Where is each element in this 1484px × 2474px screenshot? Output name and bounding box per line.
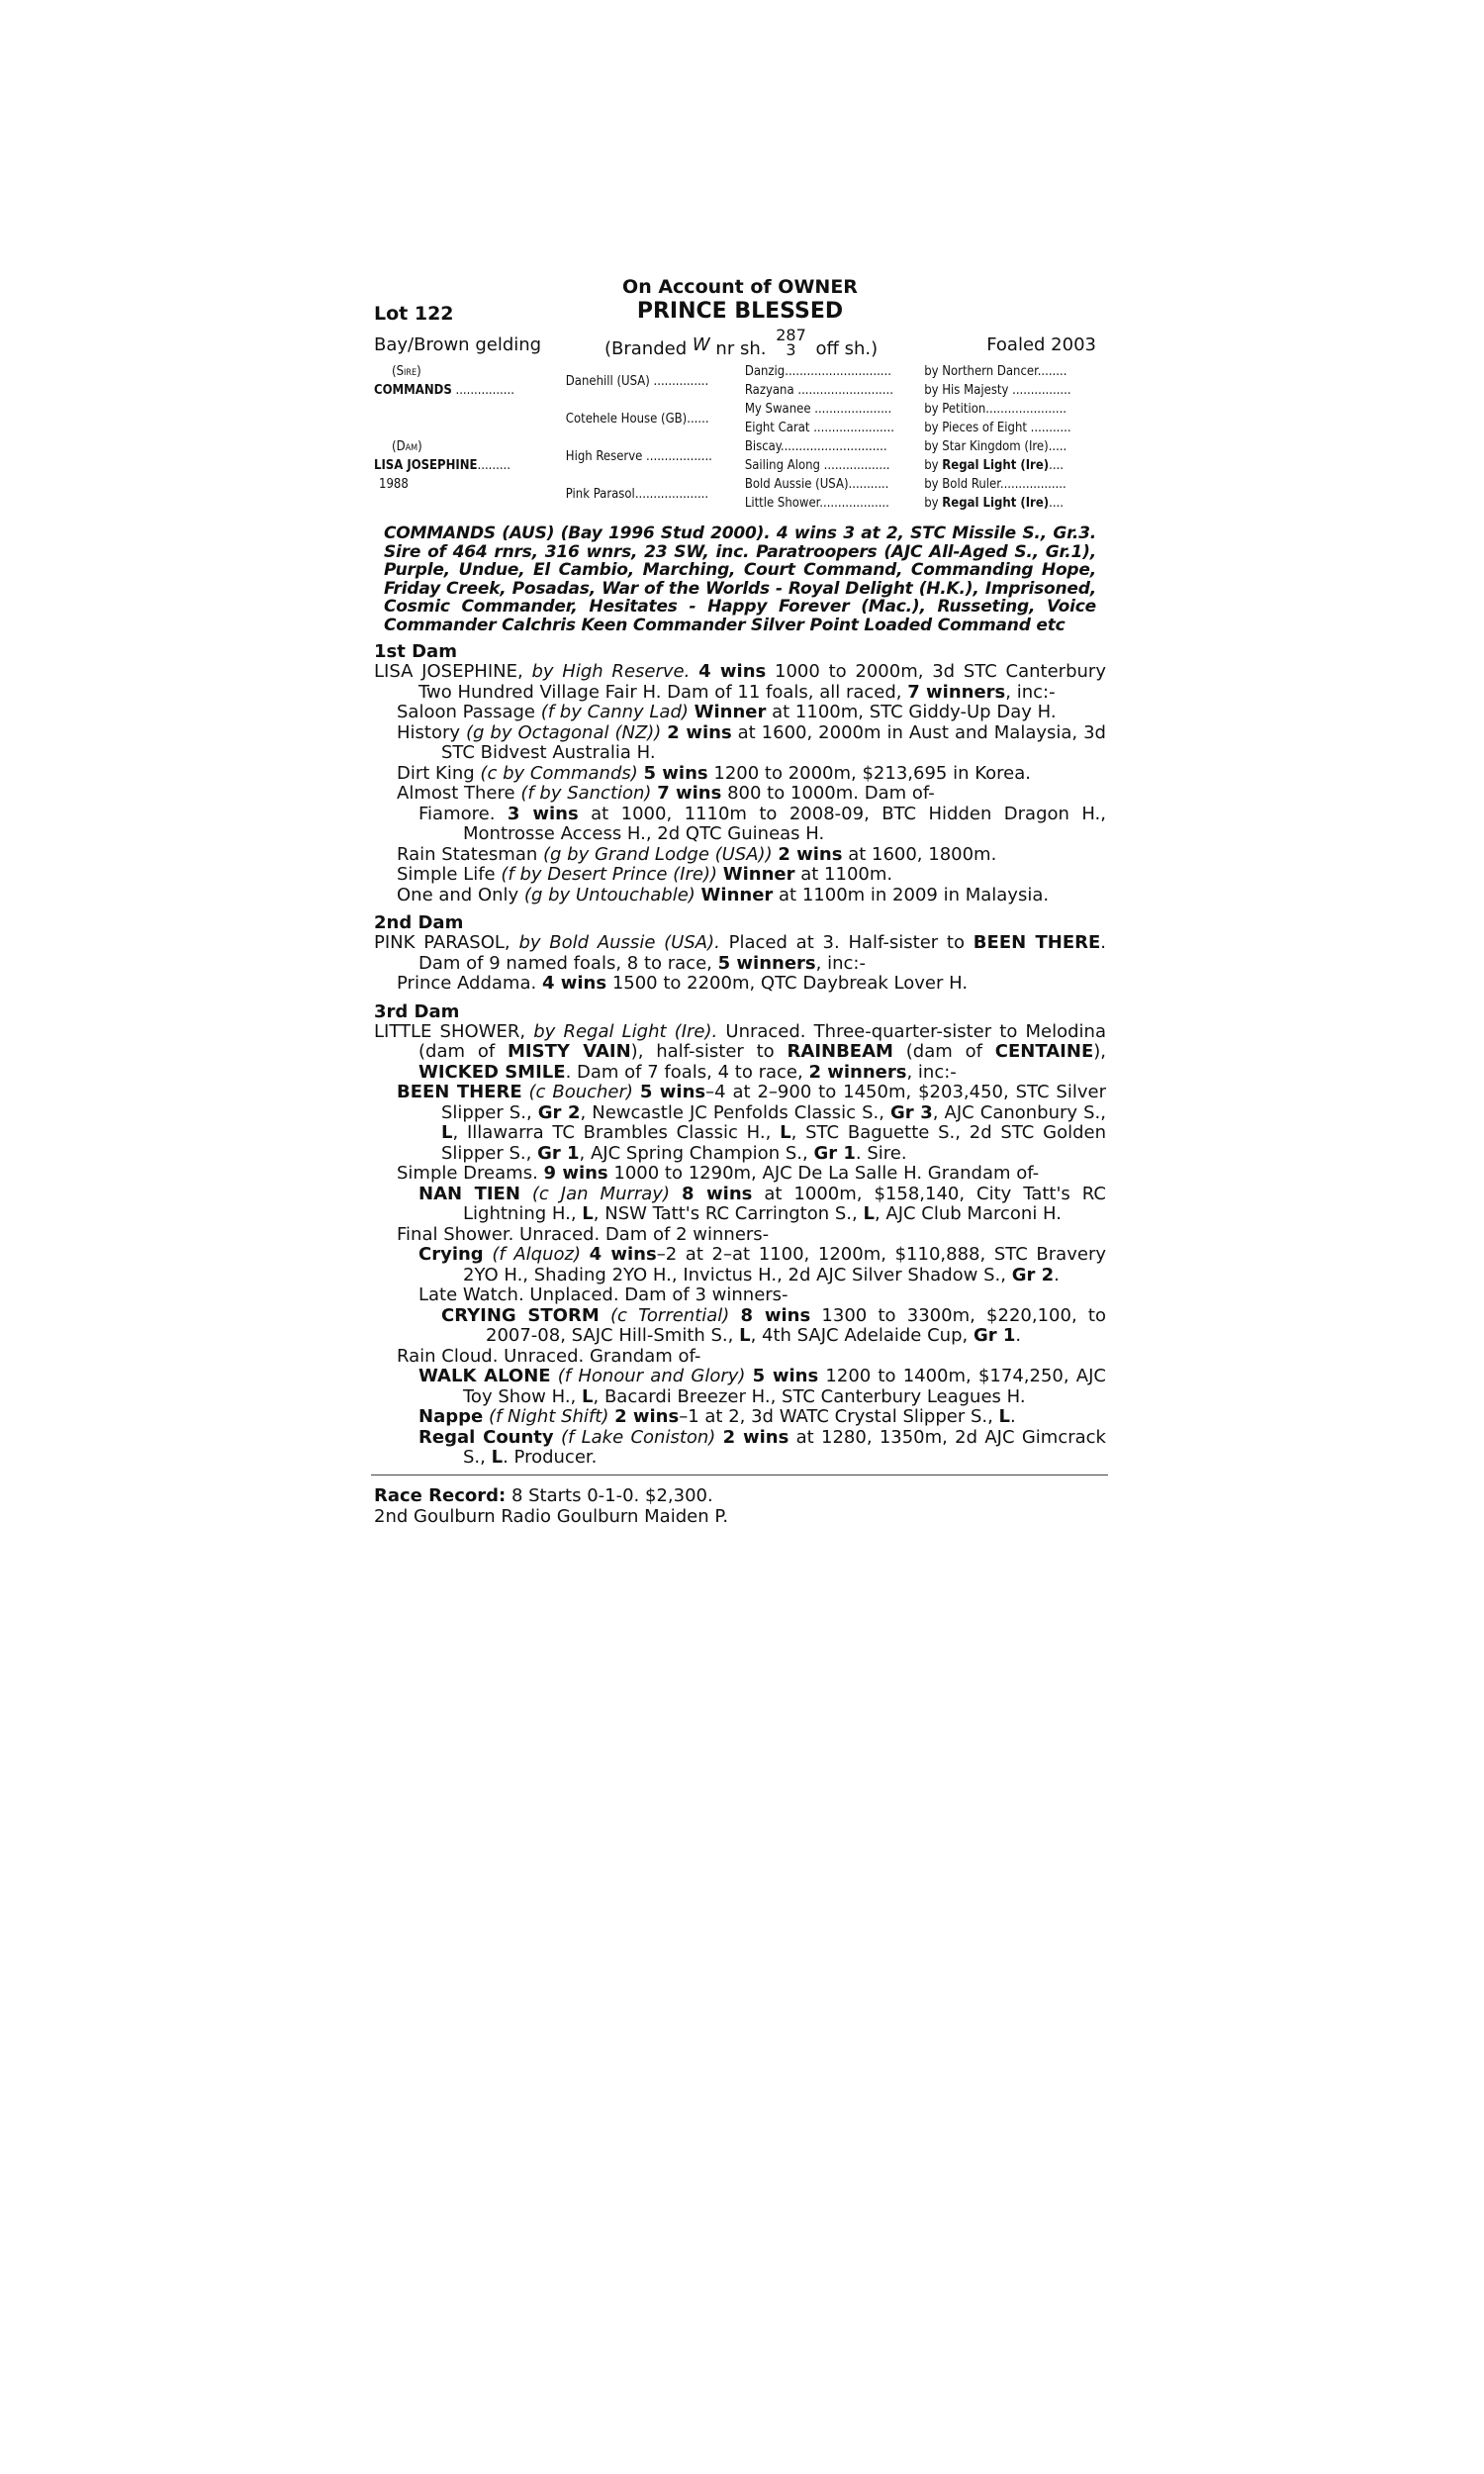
grand-foal-entry: Nappe (f Night Shift) 2 wins–1 at 2, 3d WATC Crystal Slipper S., L. xyxy=(418,1406,1016,1427)
lot-number: Lot 122 xyxy=(374,303,454,325)
horse-description: Bay/Brown gelding xyxy=(374,334,542,355)
pedigree-g3: Sailing Along .................. xyxy=(744,458,890,473)
horse-name: PRINCE BLESSED xyxy=(636,299,844,324)
pedigree-g3: Danzig............................. xyxy=(744,364,891,379)
grand-foal-entry: Late Watch. Unplaced. Dam of 3 winners- xyxy=(418,1285,788,1305)
brand-text xyxy=(604,326,879,364)
pedigree-g3: Little Shower................... xyxy=(744,496,889,511)
dam-year: 1988 xyxy=(379,477,409,492)
foal-entry: History (g by Octagonal (NZ)) 2 wins at 1600, 2000m in Aust and Malaysia, 3d STC Bidvest Australia H. xyxy=(397,721,1106,763)
sire-label: (Sire) xyxy=(392,364,421,379)
pedigree-g4: by Northern Dancer........ xyxy=(924,364,1067,379)
grand-foal-entry: Fiamore. 3 wins at 1000, 1110m to 2008-09, BTC Hidden Dragon H., Montrosse Access H., 2d QTC Guineas H. xyxy=(418,803,1107,844)
sire-summary: COMMANDS (AUS) (Bay 1996 Stud 2000). 4 wins 3 at 2, STC Missile S., Gr.3. Sire of 464 rnrs, 316 wnrs, 23 SW, inc. Paratroopers (AJC All-Aged S., Gr.1), Purple, Undue, El Cambio, Marching, Court Command, Commanding Hope, Friday Creek, Posadas, War of the Worlds - Royal Delight (H.K.), Imprisoned, Cosmic Commander, Hesitates - Happy Forever (Mac.), Russeting, Voice Commander Calchris Keen Commander Silver Point Loaded Command etc xyxy=(384,523,1096,635)
pedigree-g2: Cotehele House (GB)...... xyxy=(565,411,709,427)
foal-entry: Prince Addama. 4 wins 1500 to 2200m, QTC Daybreak Lover H. xyxy=(397,973,969,994)
sire-name: COMMANDS ................ xyxy=(374,383,514,398)
first-dam-heading: 1st Dam xyxy=(374,641,457,662)
great-grand-foal-entry: CRYING STORM (c Torrential) 8 wins 1300 to 3300m, $220,100, to 2007-08, SAJC Hill-Smith S., L, 4th SAJC Adelaide Cup, Gr 1. xyxy=(441,1304,1106,1346)
dam-label: (Dam) xyxy=(392,439,422,454)
foal-entry: Rain Cloud. Unraced. Grandam of- xyxy=(397,1345,701,1367)
pedigree-g3: Razyana .......................... xyxy=(744,383,893,398)
second-dam-heading: 2nd Dam xyxy=(374,912,464,933)
foal-entry: Rain Statesman (g by Grand Lodge (USA)) 2 wins at 1600, 1800m. xyxy=(397,843,997,865)
brand-mid: nr sh. xyxy=(715,338,767,359)
third-dam-entry: LITTLE SHOWER, by Regal Light (Ire). Unraced. Three-quarter-sister to Melodina (dam of MISTY VAIN), half-sister to RAINBEAM (dam of CENTAINE), WICKED SMILE. Dam of 7 foals, 4 to race, 2 winners, inc:- xyxy=(374,1020,1106,1083)
owner-line: On Account of OWNER xyxy=(622,276,858,298)
foaled-year: Foaled 2003 xyxy=(986,334,1096,355)
pedigree-table xyxy=(374,362,1106,513)
pedigree-g4: by Petition...................... xyxy=(924,402,1067,417)
grand-foal-entry: WALK ALONE (f Honour and Glory) 5 wins 1200 to 1400m, $174,250, AJC Toy Show H., L, Bacardi Breezer H., STC Canterbury Leagues H. xyxy=(418,1366,1106,1407)
pedigree-g4: by Regal Light (Ire).... xyxy=(924,458,1064,473)
brand-mark-icon: W xyxy=(692,334,710,355)
brand-number xyxy=(776,328,806,357)
pedigree-g2: Pink Parasol.................... xyxy=(565,486,709,502)
third-dam-heading: 3rd Dam xyxy=(374,1000,460,1022)
pedigree-g2: High Reserve .................. xyxy=(565,448,712,464)
pedigree-g4: by Regal Light (Ire).... xyxy=(924,496,1064,511)
brand-prefix: (Branded xyxy=(604,338,688,359)
grand-foal-entry: NAN TIEN (c Jan Murray) 8 wins at 1000m, $158,140, City Tatt's RC Lightning H., L, NSW Tatt's RC Carrington S., L, AJC Club Marconi H. xyxy=(418,1183,1106,1224)
grand-foal-entry: Crying (f Alquoz) 4 wins–2 at 2–at 1100, 1200m, $110,888, STC Bravery 2YO H., Shading 2YO H., Invictus H., 2d AJC Silver Shadow S., Gr 2. xyxy=(418,1244,1106,1285)
pedigree-g4: by Bold Ruler.................. xyxy=(924,477,1067,492)
brand-suffix: off sh.) xyxy=(815,338,879,359)
foal-entry: Simple Dreams. 9 wins 1000 to 1290m, AJC De La Salle H. Grandam of- xyxy=(397,1163,1040,1184)
foal-entry: BEEN THERE (c Boucher) 5 wins–4 at 2–900 to 1450m, $203,450, STC Silver Slipper S., Gr 2, Newcastle JC Penfolds Classic S., Gr 3, AJC Canonbury S., L, Illawarra TC Brambles Classic H., L, STC Baguette S., 2d STC Golden Slipper S., Gr 1, AJC Spring Champion S., Gr 1. Sire. xyxy=(397,1082,1106,1164)
foal-entry: Final Shower. Unraced. Dam of 2 winners- xyxy=(397,1223,770,1245)
race-record: Race Record: 8 Starts 0-1-0. $2,300. 2nd Goulburn Radio Goulburn Maiden P. xyxy=(374,1484,729,1527)
pedigree-g4: by Pieces of Eight ........... xyxy=(924,421,1071,435)
foal-entry: Dirt King (c by Commands) 5 wins 1200 to 2000m, $213,695 in Korea. xyxy=(397,762,1031,784)
second-dam-entry: PINK PARASOL, by Bold Aussie (USA). Placed at 3. Half-sister to BEEN THERE. Dam of 9 named foals, 8 to race, 5 winners, inc:- xyxy=(374,932,1107,974)
pedigree-g2: Danehill (USA) ............... xyxy=(565,373,709,389)
brand-num-bottom: 3 xyxy=(786,340,796,359)
foal-entry: Simple Life (f by Desert Prince (Ire)) Winner at 1100m. xyxy=(397,864,893,885)
lot-row xyxy=(374,299,1106,329)
pedigree-g3: Bold Aussie (USA)........... xyxy=(744,477,889,492)
description-row xyxy=(374,326,1106,360)
foal-entry: Saloon Passage (f by Canny Lad) Winner at 1100m, STC Giddy-Up Day H. xyxy=(397,702,1057,722)
grand-foal-entry: Regal County (f Lake Coniston) 2 wins at 1280, 1350m, 2d AJC Gimcrack S., L. Producer. xyxy=(418,1426,1106,1468)
catalogue-page xyxy=(374,275,1106,1527)
pedigree-g3: Eight Carat ...................... xyxy=(744,421,894,435)
foal-entry: One and Only (g by Untouchable) Winner at 1100m in 2009 in Malaysia. xyxy=(397,884,1050,905)
pedigree-g3: Biscay............................. xyxy=(744,439,887,454)
pedigree-g4: by His Majesty ................ xyxy=(924,383,1071,398)
pedigree-g4: by Star Kingdom (Ire)..... xyxy=(924,439,1067,454)
first-dam-entry: LISA JOSEPHINE, by High Reserve. 4 wins 1000 to 2000m, 3d STC Canterbury Two Hundred Village Fair H. Dam of 11 foals, all raced, 7 winners, inc:- xyxy=(374,661,1106,703)
dam-name: LISA JOSEPHINE......... xyxy=(374,458,510,473)
pedigree-g3: My Swanee ..................... xyxy=(744,402,892,417)
foal-entry: Almost There (f by Sanction) 7 wins 800 to 1000m. Dam of- xyxy=(397,783,935,804)
brand-num-top: 287 xyxy=(776,326,806,344)
